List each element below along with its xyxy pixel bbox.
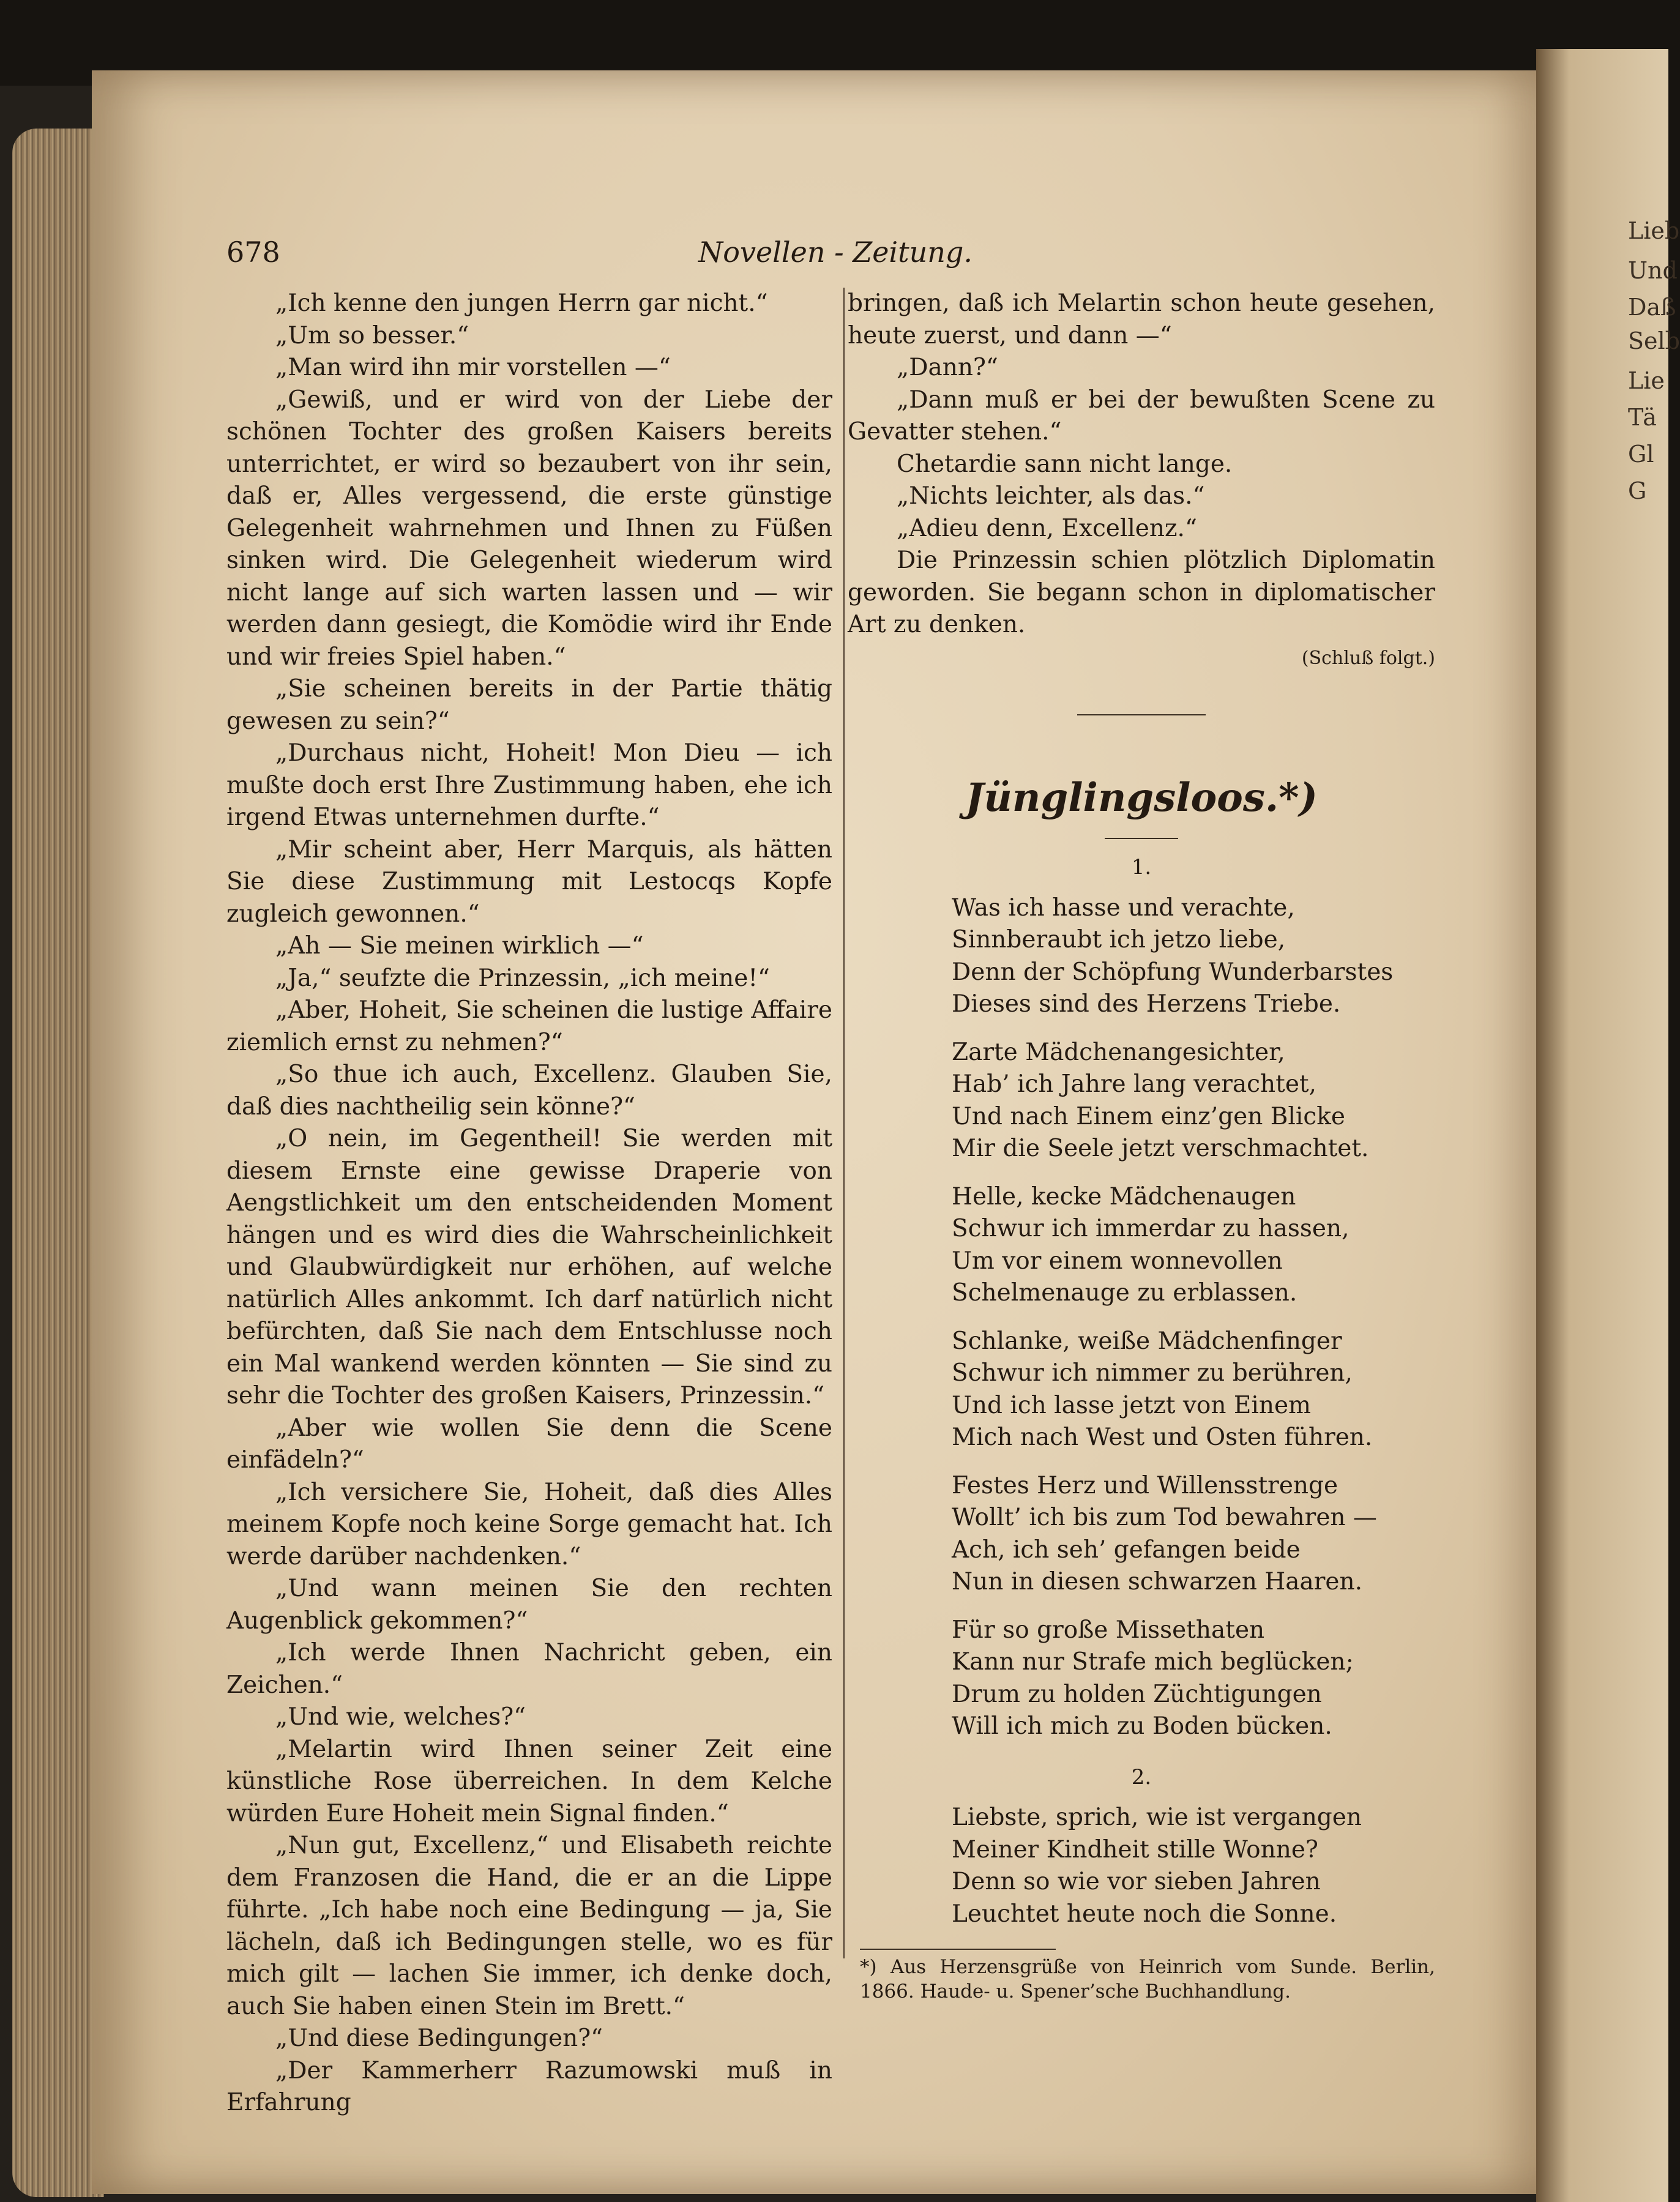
verse-line: Schelmenauge zu erblassen. (952, 1279, 1297, 1307)
paragraph: „Melartin wird Ihnen seiner Zeit eine künstliche Rose überreichen. In dem Kelche würden Eure Hoheit mein Signal finden.“ (226, 1735, 832, 1827)
page-number: 678 (226, 236, 280, 269)
verse-line: Und nach Einem einz’gen Blicke (952, 1102, 1345, 1130)
paragraph: „Nichts leichter, als das.“ (897, 482, 1205, 510)
page-edges (12, 129, 104, 2197)
stanza (952, 1326, 1435, 1454)
title-rule (1105, 838, 1178, 839)
verse-line: Denn so wie vor sieben Jahren (952, 1868, 1321, 1895)
continued-note: (Schluß folgt.) (1301, 647, 1435, 669)
paragraph: „Und wie, welches?“ (275, 1703, 526, 1731)
verse-line: Zarte Mädchenangesichter, (952, 1038, 1285, 1066)
stanza (952, 1614, 1435, 1743)
verse-line: Kann nur Strafe mich beglücken; (952, 1648, 1354, 1676)
footnote: *) Aus Herzensgrüße von Heinrich vom Sunde. Berlin, 1866. Haude- u. Spener’sche Buchhandlung. (860, 1956, 1435, 2002)
verse-line: Will ich mich zu Boden bücken. (952, 1712, 1332, 1740)
verse-line: Schlanke, weiße Mädchenfinger (952, 1327, 1342, 1355)
next-page-fragment: Lieb (1628, 217, 1680, 244)
left-column (226, 288, 832, 2119)
next-page-fragment: Lie (1628, 367, 1665, 394)
paragraph: „Dann muß er bei der bewußten Scene zu Gevatter stehen.“ (848, 386, 1435, 446)
paragraph: „So thue ich auch, Excellenz. Glauben Sie, daß dies nachtheilig sein könne?“ (226, 1061, 832, 1121)
paragraph: „Nun gut, Excellenz,“ und Elisabeth reichte dem Franzosen die Hand, die er an die Lippe führte. „Ich habe noch eine Bedingung — ja, Sie lächeln, daß ich Bedingungen stelle, wo es für mich gilt — lachen Sie immer, ich denke doch, auch Sie haben einen Stein im Brett.“ (226, 1832, 832, 2020)
paragraph: „Und wann meinen Sie den rechten Augenblick gekommen?“ (226, 1575, 832, 1635)
paragraph: „Und diese Bedingungen?“ (275, 2025, 603, 2052)
right-column (848, 288, 1435, 2004)
paragraph: „Um so besser.“ (275, 321, 469, 349)
verse-line: Festes Herz und Willensstrenge (952, 1471, 1338, 1499)
verse-line: Hab’ ich Jahre lang verachtet, (952, 1070, 1316, 1098)
next-page-fragment: Tä (1628, 404, 1657, 431)
verse-line: Schwur ich immerdar zu hassen, (952, 1215, 1350, 1242)
verse-line: Sinnberaubt ich jetzo liebe, (952, 926, 1286, 954)
section-number: 1. (1131, 855, 1152, 879)
stanza (952, 1470, 1435, 1599)
next-page-fragment: Gl (1628, 441, 1654, 468)
running-title: Novellen - Zeitung. (698, 236, 973, 269)
page-header (226, 236, 1444, 272)
paragraph: „Sie scheinen bereits in der Partie thätig gewesen zu sein?“ (226, 675, 832, 735)
paragraph: „Dann?“ (897, 354, 998, 381)
verse-line: Schwur ich nimmer zu berühren, (952, 1359, 1353, 1387)
verse-line: Was ich hasse und verachte, (952, 894, 1295, 922)
stanza (952, 1802, 1435, 1930)
paragraph: „Man wird ihn mir vorstellen —“ (275, 354, 671, 381)
paragraph: „Ich kenne den jungen Herrn gar nicht.“ (275, 289, 768, 317)
verse-line: Und ich lasse jetzt von Einem (952, 1391, 1312, 1419)
verse-line: Meiner Kindheit stille Wonne? (952, 1835, 1318, 1864)
column-divider (843, 288, 845, 1958)
paragraph: „Mir scheint aber, Herr Marquis, als hätten Sie diese Zustimmung mit Lestocqs Kopfe zugleich gewonnen.“ (226, 835, 832, 928)
verse-line: Ach, ich seh’ gefangen beide (952, 1536, 1301, 1564)
stanza (952, 1037, 1435, 1165)
verse-line: Liebste, sprich, wie ist vergangen (952, 1804, 1362, 1831)
verse-line: Um vor einem wonnevollen (952, 1247, 1283, 1275)
verse-line: Dieses sind des Herzens Triebe. (952, 990, 1341, 1018)
next-page-fragment: G (1628, 477, 1647, 504)
poem-title: Jünglingsloos.*) (965, 775, 1318, 821)
continued-paragraph: bringen, daß ich Melartin schon heute gesehen, heute zuerst, und dann —“ (848, 289, 1435, 349)
paragraph: „Durchaus nicht, Hoheit! Mon Dieu — ich mußte doch erst Ihre Zustimmung haben, ehe ich irgend Etwas unternehmen durfte.“ (226, 739, 832, 831)
verse-line: Nun in diesen schwarzen Haaren. (952, 1568, 1363, 1596)
footnote-rule (860, 1949, 1056, 1950)
verse-line: Drum zu holden Züchtigungen (952, 1680, 1322, 1708)
paragraph: „Aber wie wollen Sie denn die Scene einfädeln?“ (226, 1414, 832, 1474)
verse-line: Mir die Seele jetzt verschmachtet. (952, 1135, 1369, 1162)
next-page-edge (1536, 49, 1680, 2202)
next-page-fragment: Selb (1628, 327, 1680, 354)
paragraph: „Ich versichere Sie, Hoheit, daß dies Alles meinem Kopfe noch keine Sorge gemacht hat. Ich werde darüber nachdenken.“ (226, 1478, 832, 1570)
paragraph: „Gewiß, und er wird von der Liebe der schönen Tochter des großen Kaisers bereits unterrichtet, er wird so bezaubert von ihr sein, daß er, Alles vergessend, die erste günstige Gelegenheit wahrnehmen und Ihnen zu Füßen sinken wird. Die Gelegenheit wiederum wird nicht lange auf sich warten lassen und — wir werden dann gesiegt, die Komödie wird ihr Ende und wir freies Spiel haben.“ (226, 386, 832, 671)
verse-line: Mich nach West und Osten führen. (952, 1424, 1373, 1451)
stanza (952, 892, 1435, 1021)
paragraph: „Aber, Hoheit, Sie scheinen die lustige Affaire ziemlich ernst zu nehmen?“ (226, 996, 832, 1056)
section-rule (1077, 714, 1206, 715)
verse-line: Wollt’ ich bis zum Tod bewahren — (952, 1504, 1377, 1531)
paragraph: „O nein, im Gegentheil! Sie werden mit diesem Ernste eine gewisse Draperie von Aengstlichkeit um den entscheidenden Moment hängen und es wird dies die Wahrscheinlichkeit und Glaubwürdigkeit nur erhöhen, auf welche natürlich Alles ankommt. Ich darf natürlich nicht befürchten, daß Sie nach dem Entschlusse noch ein Mal wankend werden könnten — Sie sind zu sehr die Tochter des großen Kaisers, Prinzessin.“ (226, 1125, 832, 1409)
paragraph: „Ja,“ seufzte die Prinzessin, „ich meine!“ (275, 964, 770, 992)
paragraph: „Der Kammerherr Razumowski muß in Erfahrung (226, 2056, 832, 2116)
paragraph: „Ah — Sie meinen wirklich —“ (275, 932, 644, 960)
next-page-fragment: Und (1628, 257, 1678, 284)
paragraph: „Ich werde Ihnen Nachricht geben, ein Zeichen.“ (226, 1639, 832, 1699)
paragraph: Die Prinzessin schien plötzlich Diplomatin geworden. Sie begann schon in diplomatischer Art zu denken. (848, 547, 1435, 638)
paragraph: „Adieu denn, Excellenz.“ (897, 514, 1197, 542)
verse-line: Für so große Missethaten (952, 1616, 1265, 1644)
stanza (952, 1181, 1435, 1310)
paragraph: Chetardie sann nicht lange. (897, 450, 1233, 478)
next-page-fragment: Daß (1628, 294, 1676, 321)
verse-line: Leuchtet heute noch die Sonne. (952, 1900, 1337, 1928)
verse-line: Helle, kecke Mädchenaugen (952, 1182, 1296, 1211)
verse-line: Denn der Schöpfung Wunderbarstes (952, 958, 1394, 986)
section-number: 2. (1131, 1764, 1152, 1790)
